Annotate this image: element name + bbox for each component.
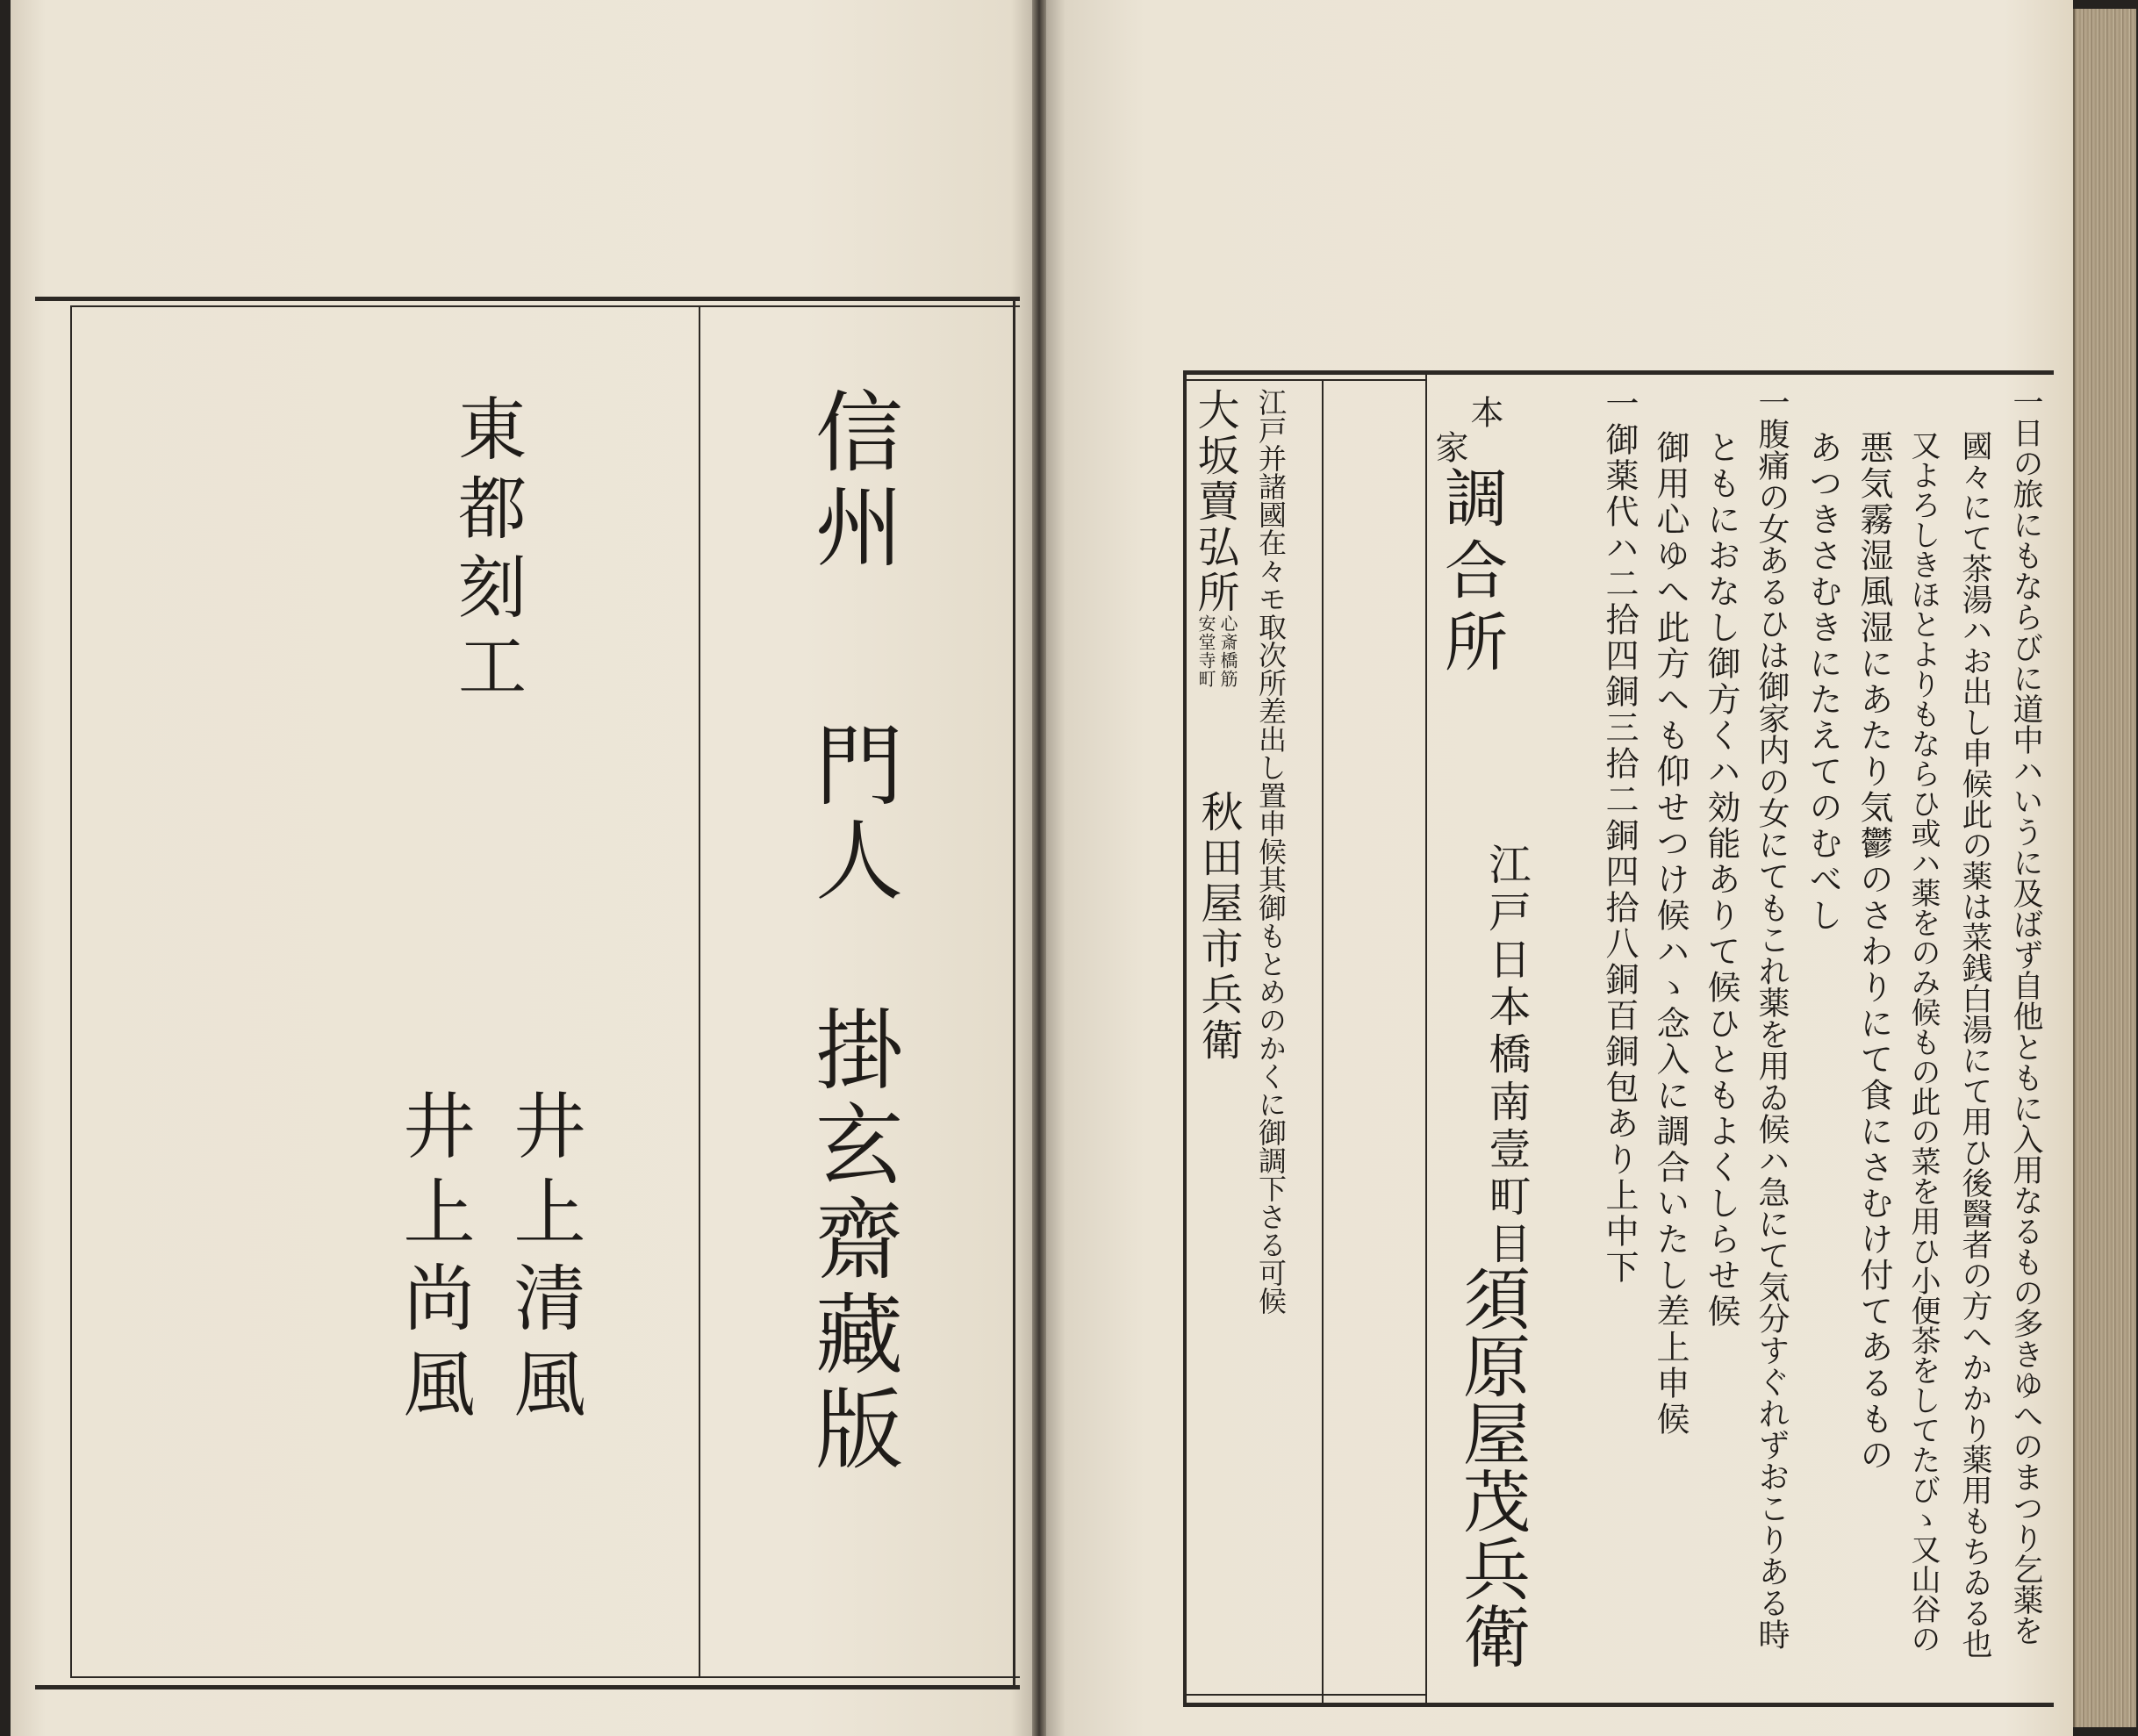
right-frame-top-rule [1183, 370, 2054, 375]
right-inner-bottom-rule [1187, 1694, 1425, 1696]
right-frame-bottom-rule [1183, 1703, 2054, 1707]
book-gutter [1032, 0, 1046, 1736]
engraver-name: 井上尚風 [391, 1088, 475, 1432]
engraver-name: 井上清風 [502, 1088, 585, 1432]
shop-owner: 須原屋茂兵衛 [1452, 1264, 1530, 1669]
notice-line: 御用心ゆへ此方へも仰せつけ候ハゝ念入に調合いたし差上申候 [1651, 430, 1690, 1438]
retailer-address: 安堂寺町 [1195, 614, 1216, 688]
left-column-rule [70, 305, 72, 1676]
publisher-province: 信州 [800, 386, 903, 576]
left-inner-top-rule [70, 305, 1020, 307]
notice-line: 國々にて茶湯ハお出し申候此の薬は菜銭白湯にて用ひ後醫者の方へかかり薬用もちゐる也 [1957, 430, 1992, 1659]
left-frame-top-rule [35, 297, 1020, 301]
right-inner-top-rule [1187, 379, 1425, 381]
notice-line: あつきさむきにたえてのむべし [1804, 430, 1842, 934]
retailer-address: 心斎橋筋 [1217, 614, 1238, 688]
left-column-rule [699, 305, 700, 1676]
notice-line: 一御薬代ハ二拾四銅三拾二銅四拾八銅百銅包あり上中下 [1600, 386, 1639, 1286]
page-edges [2073, 9, 2136, 1727]
right-frame-left-rule [1183, 370, 1187, 1707]
notice-line: ともにおなし御方くハ効能ありて候ひともよくしらせ候 [1702, 430, 1740, 1330]
notice-line: 又よろしきほとよりもならひ或ハ薬をのみ候もの此の菜を用ひ小便茶をしてたびゝ又山谷の [1905, 430, 1941, 1654]
retailer-name: 秋田屋市兵衛 [1194, 790, 1243, 1064]
left-column-rule [1013, 297, 1015, 1689]
left-inner-bottom-rule [70, 1676, 1020, 1678]
left-frame-bottom-rule [35, 1685, 1020, 1689]
engraver-label: 東都刻工 [447, 393, 526, 709]
publisher-line: 門人 掛玄齋藏版 [800, 720, 903, 1478]
shop-prefix: 家 [1430, 430, 1468, 463]
shop-address: 江戸日本橋南壹町目 [1482, 843, 1531, 1269]
retailer-header: 大坂賣弘所 [1190, 388, 1239, 616]
right-column-rule [1425, 370, 1427, 1707]
notice-line: 悪気霧湿風湿にあたり気鬱のさわりにて食にさむけ付てあるもの [1855, 430, 1893, 1474]
notice-line: 一腹痛の女あるひは御家内の女にてもこれ薬を用ゐ候ハ急にて気分すぐれずおこりある時 [1754, 386, 1790, 1650]
notice-line: 一日の旅にもならびに道中ハいうに及ばず自他ともに入用なるもの多きゆへのまつり乞薬を [2008, 386, 2043, 1646]
right-column-rule [1322, 379, 1324, 1703]
distribution-notice: 江戸并諸國在々モ取次所差出し置申候其御もとめのかくに御調下さる可候 [1254, 388, 1288, 1315]
shop-title: 調合所 [1434, 465, 1508, 681]
shop-prefix: 本 [1465, 395, 1503, 428]
